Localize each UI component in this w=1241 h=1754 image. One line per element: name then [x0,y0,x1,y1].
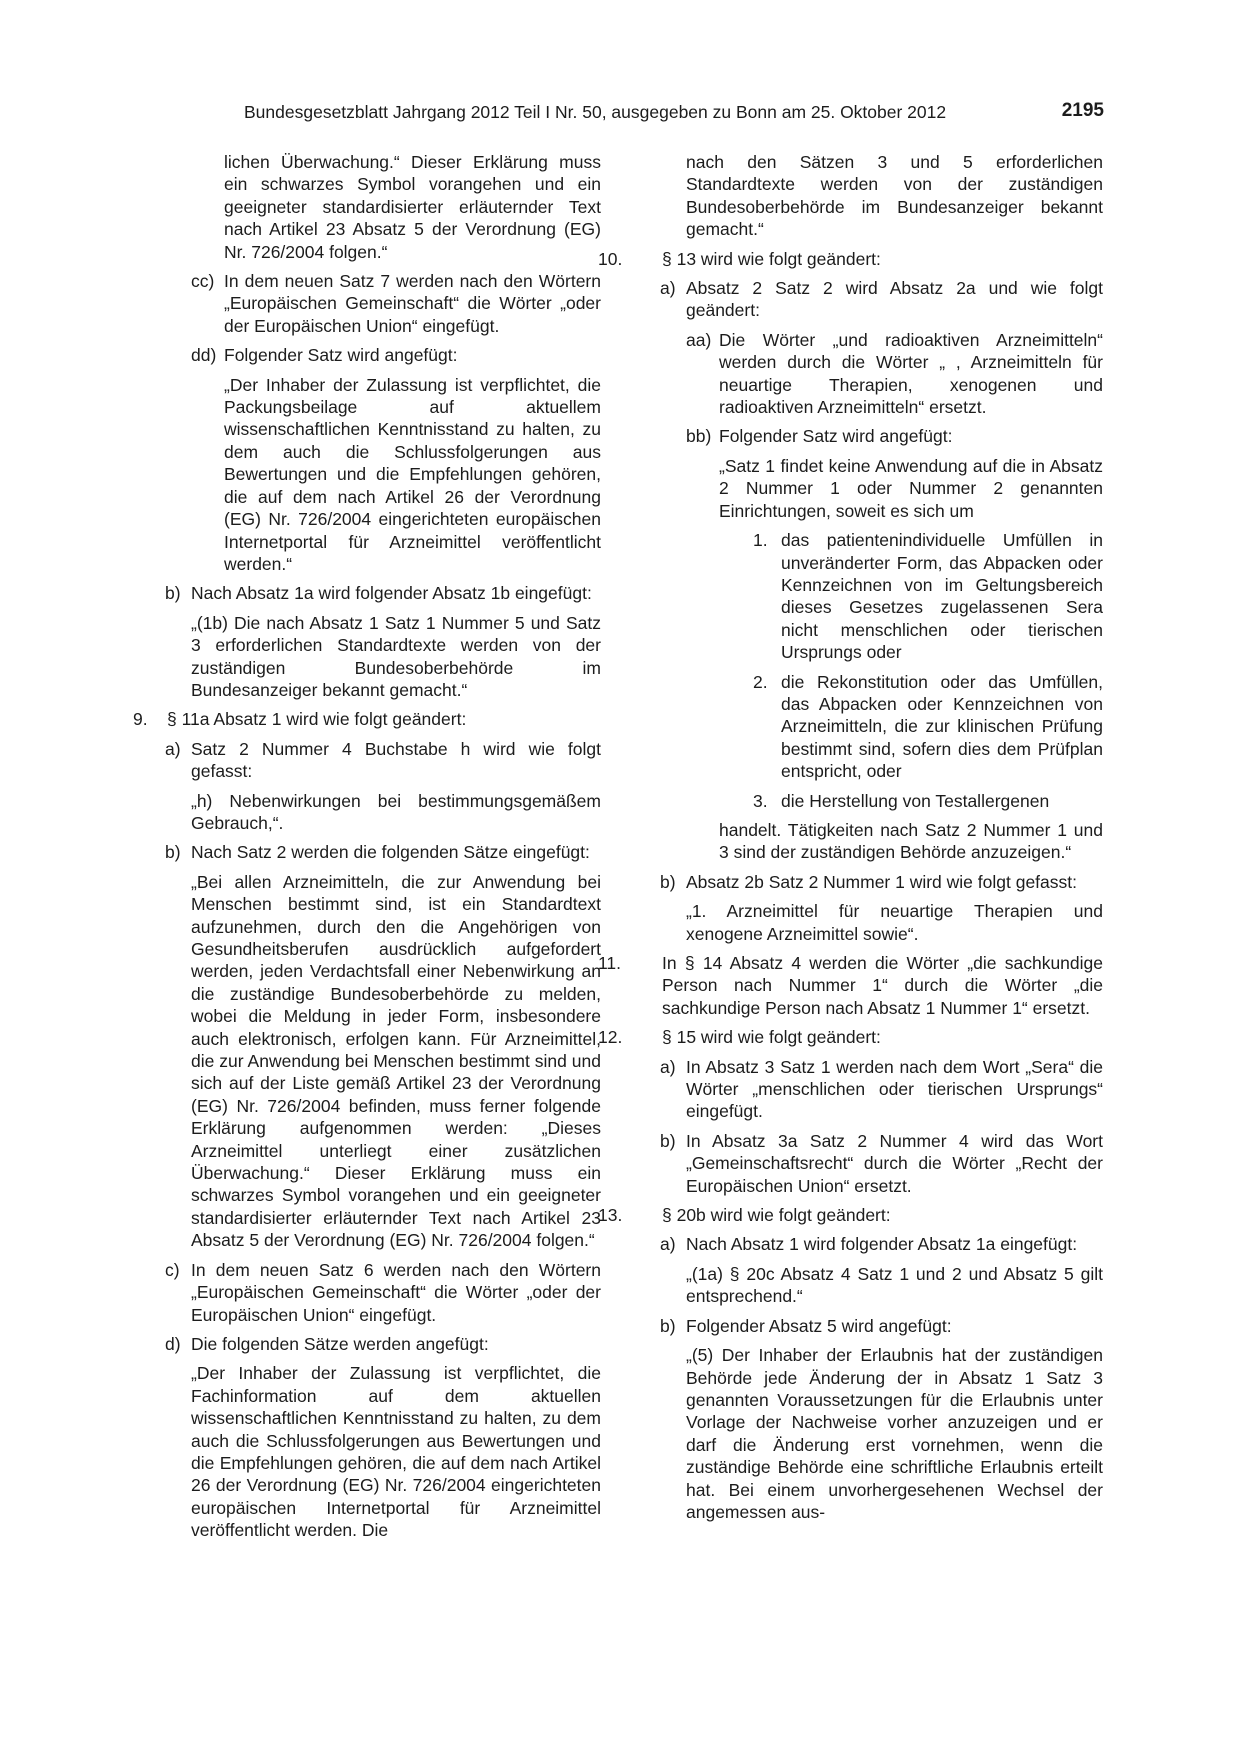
item-text: Nach Absatz 1 wird folgender Absatz 1a eingefügt: [686,1234,1078,1255]
item-text: „(1a) § 20c Absatz 4 Satz 1 und 2 und Absatz 5 gilt entsprechend.“ [686,1263,1103,1307]
item-text: § 15 wird wie folgt geändert: [662,1027,881,1048]
item-text: die Herstellung von Testallergenen [781,790,1050,811]
item-label: a) [660,1056,676,1077]
item-text: In Absatz 3a Satz 2 Nummer 4 wird das Wort „Gemeinschaftsrecht“ durch die Wörter „Recht der Europäischen Union“ ersetzt. [686,1130,1103,1196]
right-paragraph [628,671,1103,783]
right-paragraph [628,1056,1103,1123]
item-text: „h) Nebenwirkungen bei bestimmungsgemäßem Gebrauch,“. [191,790,601,833]
item-text: § 11a Absatz 1 wird wie folgt geändert: [167,709,467,730]
item-text: „Bei allen Arzneimitteln, die zur Anwendung bei Menschen bestimmt sind, ist ein Standardtext aufzunehmen, durch den die Angehörigen von Gesundheitsberufen ausdrücklich aufgefordert werden, jeden Verdachtsfall einer Nebenwirkung an die zuständige Bundesoberbehörde zu melden, wobei die Meldung in jeder Form, insbesondere auch elektronisch, erfolgen kann. Für Arzneimittel, die zur Anwendung bei Menschen bestimmt sind und sich auf der Liste gemäß Artikel 23 der Verordnung (EG) Nr. 726/2004 befinden, muss ferner folgende Erklärung aufgenommen werden: „Dieses Arzneimittel unterliegt einer zusätzlichen Überwachung.“ Dieser Erklärung muss ein schwarzes Symbol vorangehen und ein geeigneter standardisierter erläuternder Text nach Artikel 23 Absatz 5 der Verordnung (EG) Nr. 726/2004 folgen.“ [191,871,601,1251]
item-text: lichen Überwachung.“ Dieser Erklärung muss ein schwarzes Symbol vorangehen und ein geeigneter standardisierter erläuternder Text nach Artikel 23 Absatz 5 der Verordnung (EG) Nr. 726/2004 folgen.“ [224,152,601,262]
left-paragraph [133,151,601,263]
item-label: a) [660,1234,676,1255]
item-text: die Rekonstitution oder das Umfüllen, das Abpacken oder Kennzeichnen von Arzneimitteln, die zur klinischen Prüfung bestimmt sind, sofern dies dem Prüfplan entspricht, oder [781,671,1103,782]
item-label: b) [165,583,181,604]
item-label: b) [660,1315,676,1336]
item-text: Absatz 2b Satz 2 Nummer 1 wird wie folgt gefasst: [686,871,1077,892]
item-text: In § 14 Absatz 4 werden die Wörter „die sachkundige Person nach Nummer 1“ durch die Wörter „die sachkundige Person nach Absatz 1 Nummer 1“ ersetzt. [662,953,1103,1018]
left-paragraph [133,344,601,366]
item-label: 12. [598,1027,623,1048]
right-paragraph [628,1344,1103,1523]
item-text: „1. Arzneimittel für neuartige Therapien und xenogene Arzneimittel sowie“. [686,901,1103,944]
right-paragraph [628,900,1103,945]
item-text: Satz 2 Nummer 4 Buchstabe h wird wie folgt gefasst: [191,738,601,782]
right-paragraph [628,329,1103,419]
left-paragraph [133,612,601,702]
left-paragraph [133,1362,601,1541]
item-text: handelt. Tätigkeiten nach Satz 2 Nummer 1 und 3 sind der zuständigen Behörde anzuzeigen.“ [719,819,1103,863]
page-header [244,100,1104,130]
item-label: bb) [686,426,712,447]
item-label: 1. [753,530,768,551]
item-label: b) [165,842,181,863]
left-paragraph [133,270,601,337]
item-label: 13. [598,1205,623,1226]
item-text: nach den Sätzen 3 und 5 erforderlichen Standardtexte werden von der zuständigen Bundesoberbehörde im Bundesanzeiger bekannt gemacht.“ [686,152,1103,240]
item-text: Nach Satz 2 werden die folgenden Sätze eingefügt: [191,842,590,863]
right-paragraph [628,871,1103,893]
page-number: 2195 [1061,100,1104,121]
left-column [133,151,601,1542]
item-label: 9. [133,709,148,730]
right-paragraph [628,1233,1103,1255]
right-paragraph [598,1204,1103,1226]
item-label: cc) [191,271,215,292]
item-text: Die Wörter „und radioaktiven Arzneimitteln“ werden durch die Wörter „ , Arzneimitteln für neuartige Therapien, xenogenen und radioaktiven Arzneimitteln“ ersetzt. [719,329,1103,418]
right-paragraph [628,425,1103,447]
item-label: a) [660,278,676,299]
item-label: c) [165,1259,180,1280]
right-paragraph [628,151,1103,241]
item-text: Folgender Satz wird angefügt: [224,345,458,366]
item-text: In Absatz 3 Satz 1 werden nach dem Wort „Sera“ die Wörter „menschlichen oder tierischen Ursprungs“ eingefügt. [686,1056,1103,1122]
left-paragraph [133,1333,601,1355]
right-paragraph [628,1130,1103,1197]
item-label: a) [165,738,181,759]
left-paragraph [133,871,601,1252]
item-text: „Satz 1 findet keine Anwendung auf die in Absatz 2 Nummer 1 oder Nummer 2 genannten Einrichtungen, soweit es sich um [719,455,1103,521]
item-text: „Der Inhaber der Zulassung ist verpflichtet, die Fachinformation auf dem aktuellen wissenschaftlichen Kenntnisstand zu halten, zu dem auch die Schlussfolgerungen aus Bewertungen und die Empfehlungen gehören, die auf dem nach Artikel 26 der Verordnung (EG) Nr. 726/2004 eingerichteten europäischen Internetportal für Arzneimittel veröffentlicht werden. Die [191,1363,601,1541]
item-label: 10. [598,248,623,269]
item-text: Nach Absatz 1a wird folgender Absatz 1b eingefügt: [191,583,592,604]
left-paragraph [133,582,601,604]
item-text: das patientenindividuelle Umfüllen in unveränderter Form, das Abpacken oder Kennzeichnen von im Geltungsbereich dieses Gesetzes zugelassenen Sera nicht menschlichen oder tierischen Ursprungs oder [781,530,1103,663]
left-paragraph [133,790,601,835]
item-label: 11. [598,953,622,973]
right-paragraph [628,277,1103,322]
item-label: b) [660,871,676,892]
item-text: „Der Inhaber der Zulassung ist verpflichtet, die Packungsbeilage auf aktuellem wissenschaftlichen Kenntnisstand zu halten, zu dem auch die Schlussfolgerungen aus Bewertungen und die Empfehlungen gehören, die auf dem nach Artikel 26 der Verordnung (EG) Nr. 726/2004 eingerichteten europäischen Internetportal für Arzneimittel veröffentlicht werden.“ [224,374,601,574]
left-paragraph [133,708,601,730]
right-paragraph [628,529,1103,663]
right-paragraph [598,1026,1103,1048]
item-label: b) [660,1130,676,1151]
right-paragraph [628,819,1103,864]
left-paragraph [133,738,601,783]
item-text: Absatz 2 Satz 2 wird Absatz 2a und wie folgt geändert: [686,278,1103,321]
right-paragraph [628,790,1103,812]
item-label: aa) [686,329,712,350]
item-text: „(1b) Die nach Absatz 1 Satz 1 Nummer 5 und Satz 3 erforderlichen Standardtexte werden von der zuständigen Bundesoberbehörde im Bundesanzeiger bekannt gemacht.“ [191,612,601,700]
header-title: Bundesgesetzblatt Jahrgang 2012 Teil I Nr. 50, ausgegeben zu Bonn am 25. Oktober 2012 [244,102,947,122]
right-column [598,151,1103,1523]
left-paragraph [133,1259,601,1326]
item-label: d) [165,1333,181,1354]
right-paragraph [598,952,1103,1019]
item-text: Die folgenden Sätze werden angefügt: [191,1333,489,1354]
item-text: In dem neuen Satz 6 werden nach den Wörtern „Europäischen Gemeinschaft“ die Wörter „oder der Europäischen Union“ eingefügt. [191,1259,601,1325]
item-label: 2. [753,671,768,692]
right-paragraph [598,248,1103,270]
item-text: Folgender Absatz 5 wird angefügt: [686,1315,952,1336]
item-text: „(5) Der Inhaber der Erlaubnis hat der zuständigen Behörde jede Änderung der in Absatz 1 Satz 3 genannten Voraussetzungen für die Erlaubnis unter Vorlage der Nachweise vorher anzuzeigen und er darf die Änderung erst vornehmen, wenn die zuständige Behörde eine schriftliche Erlaubnis erteilt hat. Bei einem unvorhergesehenen Wechsel der angemessen aus- [686,1345,1103,1522]
left-paragraph [133,841,601,863]
item-text: In dem neuen Satz 7 werden nach den Wörtern „Europäischen Gemeinschaft“ die Wörter „oder der Europäischen Union“ eingefügt. [224,271,601,336]
right-paragraph [628,455,1103,522]
item-text: Folgender Satz wird angefügt: [719,426,953,447]
left-paragraph [133,374,601,576]
item-label: 3. [753,790,768,811]
item-label: dd) [191,345,217,366]
right-paragraph [628,1263,1103,1308]
item-text: § 13 wird wie folgt geändert: [662,248,881,269]
right-paragraph [628,1315,1103,1337]
item-text: § 20b wird wie folgt geändert: [662,1205,891,1226]
